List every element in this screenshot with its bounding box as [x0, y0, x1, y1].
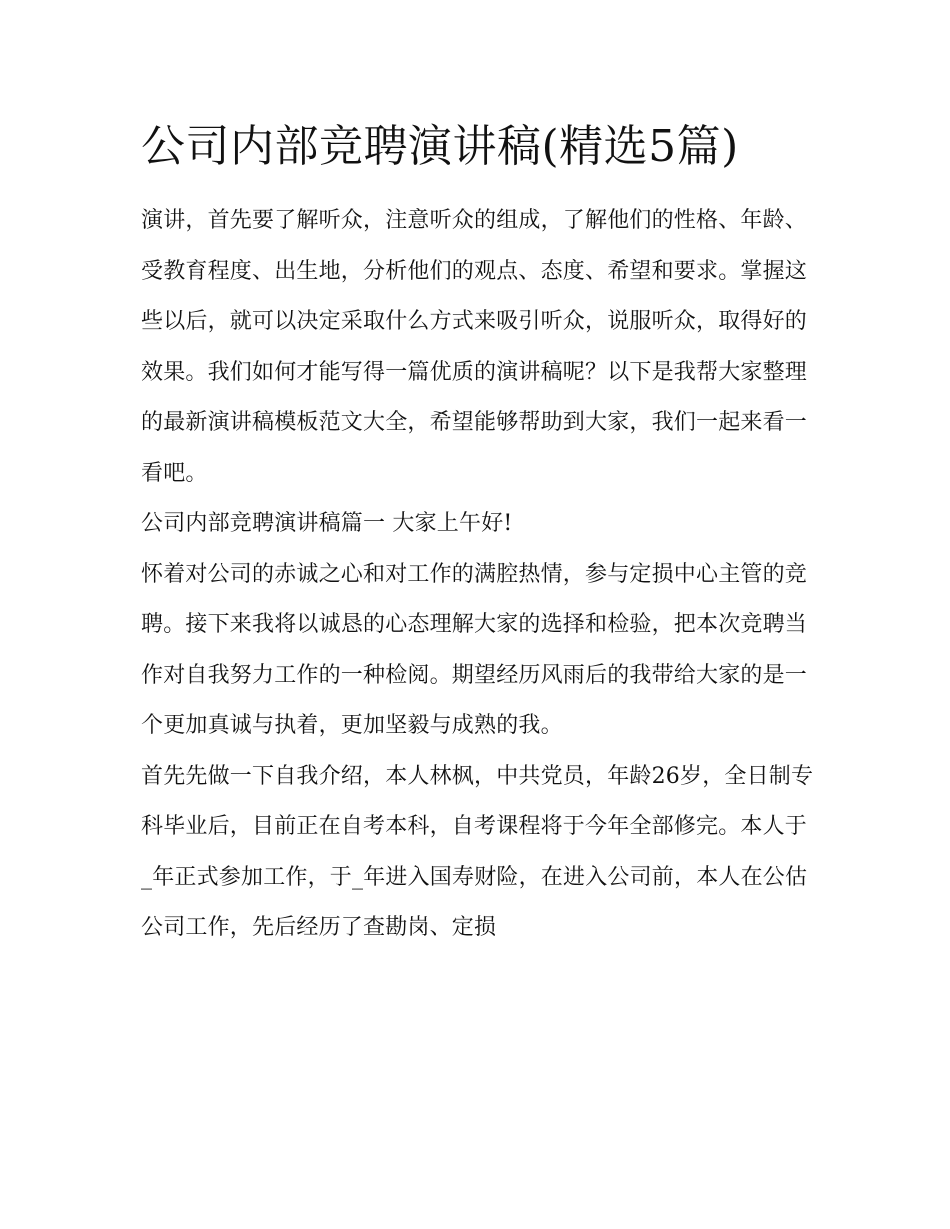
- paragraph-intro: 演讲，首先要了解听众，注意听众的组成，了解他们的性格、年龄、受教育程度、出生地，分析他们的观点、态度、希望和要求。掌握这些以后，就可以决定采取什么方式来吸引听众，说服听众，取得好的效果。我们如何才能写得一篇优质的演讲稿呢？以下是我帮大家整理的最新演讲稿模板范文大全，希望能够帮助到大家，我们一起来看一看吧。: [141, 208, 808, 486]
- document-body: [141, 112, 817, 954]
- paragraph-motivation: 怀着对公司的赤诚之心和对工作的满腔热情，参与定损中心主管的竞聘。接下来我将以诚恳的心态理解大家的选择和检验，把本次竞聘当作对自我努力工作的一种检阅。期望经历风雨后的我带给大家的是一个更加真诚与执着，更加坚毅与成熟的我。: [141, 561, 808, 738]
- paragraph-self-introduction: 首先先做一下自我介绍，本人林枫，中共党员，年龄26岁，全日制专科毕业后，目前正在自考本科，自考课程将于今年全部修完。本人于_年正式参加工作，于_年进入国寿财险，在进入公司前，本人在公估公司工作，先后经历了查勘岗、定损: [141, 763, 814, 940]
- paragraph-section-heading: 公司内部竞聘演讲稿篇一 大家上午好!: [141, 511, 513, 536]
- document-title: 公司内部竞聘演讲稿(精选5篇): [141, 121, 739, 172]
